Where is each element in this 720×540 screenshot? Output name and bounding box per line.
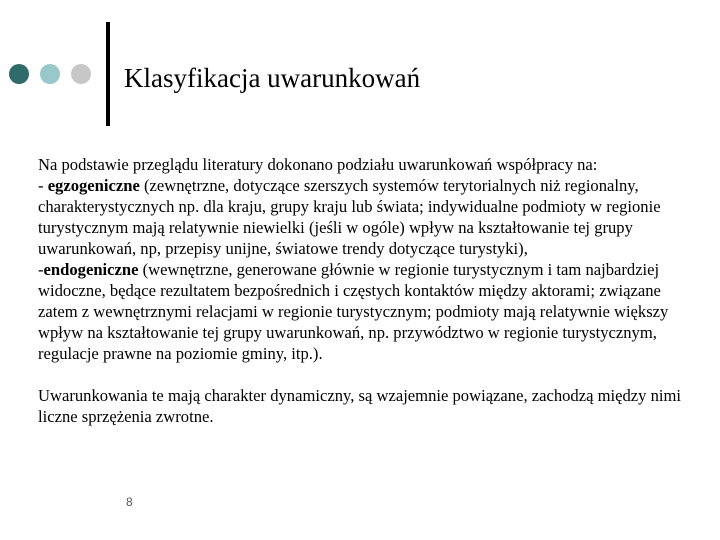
vertical-divider — [106, 22, 110, 126]
endogenous-item — [38, 259, 690, 364]
paragraph-gap — [38, 364, 690, 385]
dark-teal-dot — [9, 64, 29, 84]
endogenous-description: (wewnętrzne, generowane głównie w regionie turystycznym i tam najbardziej widoczne, będące rezultatem bezpośrednich i częstych kontaktów między aktorami; związane zatem z wewnętrznymi relacjami w regionie turystycznym; podmioty mają relatywnie większy wpływ na kształtowanie tej grupy uwarunkowań, np. przywództwo w regionie turystycznym, regulacje prawne na poziomie gminy, itp.). — [38, 260, 669, 363]
endogenous-term: endogeniczne — [43, 260, 139, 279]
slide-title: Klasyfikacja uwarunkowań — [124, 63, 421, 93]
endogenous-prefix: - — [38, 260, 44, 279]
intro-paragraph: Na podstawie przeglądu literatury dokonano podziału uwarunkowań współpracy na: — [38, 155, 598, 174]
slide-body — [38, 154, 690, 427]
decorative-dots — [9, 64, 99, 86]
exogenous-prefix: - — [38, 176, 48, 195]
page-number: 8 — [126, 495, 133, 509]
light-teal-dot — [40, 64, 60, 84]
gray-dot — [71, 64, 91, 84]
closing-paragraph: Uwarunkowania te mają charakter dynamiczny, są wzajemnie powiązane, zachodzą między nimi liczne sprzężenia zwrotne. — [38, 386, 682, 426]
exogenous-term: egzogeniczne — [47, 176, 140, 195]
exogenous-description: (zewnętrzne, dotyczące szerszych systemów terytorialnych niż regionalny, charakterystycznych np. dla kraju, grupy kraju lub świata; indywidualne podmioty w regionie turystycznym mają relatywnie niewielki (jeśli w ogóle) wpływ na kształtowanie tej grupy uwarunkowań, np, przepisy unijne, światowe trendy dotyczące turystyki), — [38, 176, 661, 258]
exogenous-item — [38, 175, 690, 259]
